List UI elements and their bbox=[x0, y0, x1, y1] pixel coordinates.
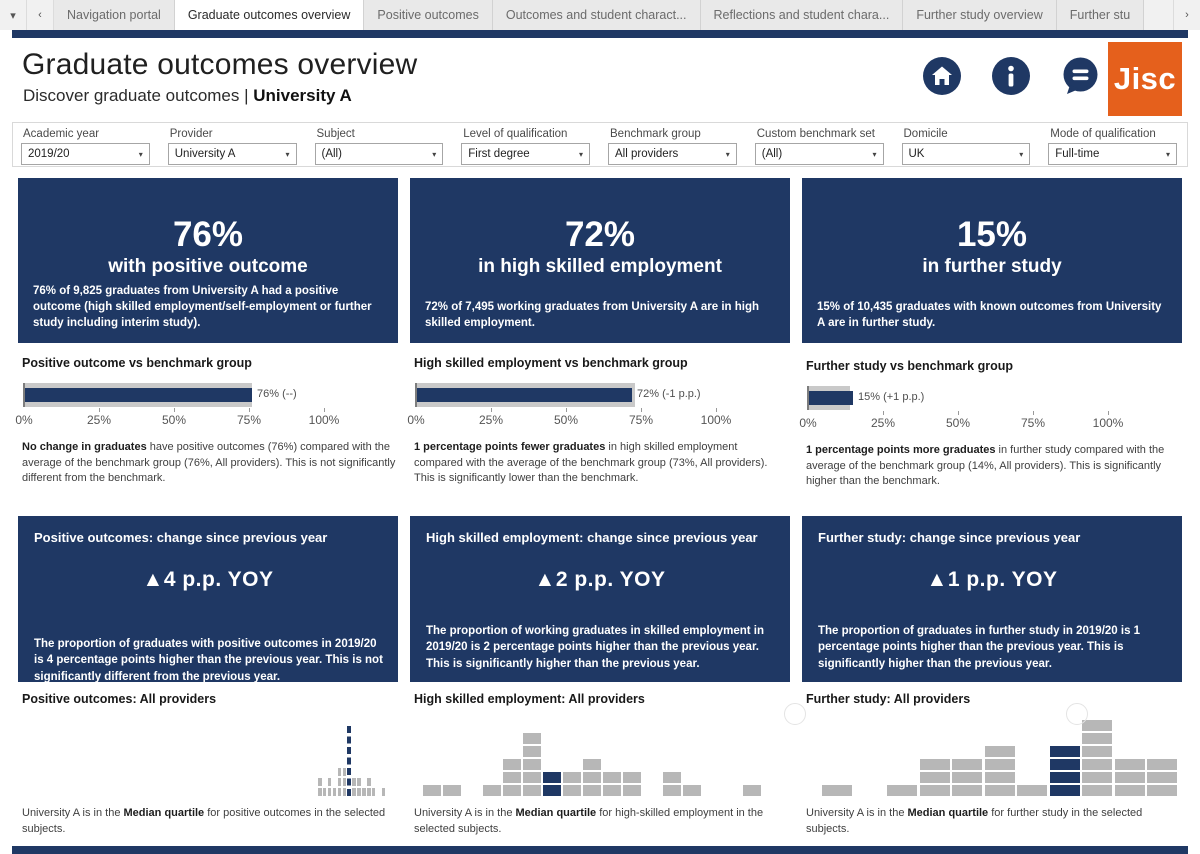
axis-tick-label: 50% bbox=[945, 416, 971, 430]
benchmark-bar-chart[interactable] bbox=[802, 385, 1182, 413]
subtitle-provider: University A bbox=[253, 86, 352, 105]
benchmark-caption: 1 percentage points fewer graduates in high skilled employment compared with the average of the benchmark group (73%, All providers). This is significantly lower than the benchmark. bbox=[414, 441, 768, 485]
kpi-label: with positive outcome bbox=[108, 256, 308, 277]
bar-value-label: 76% (--) bbox=[257, 388, 297, 400]
filter-value: Full-time bbox=[1055, 148, 1100, 160]
tab-graduate-outcomes-overview[interactable]: Graduate outcomes overview bbox=[175, 0, 365, 30]
histogram-block bbox=[563, 772, 581, 783]
histogram-block-highlighted bbox=[543, 772, 561, 783]
histogram-block bbox=[423, 785, 441, 796]
filter-mode-of-qualification bbox=[1048, 127, 1177, 165]
scroll-tabs-right-icon[interactable]: › bbox=[1173, 0, 1200, 30]
axis-tick-mark bbox=[1033, 411, 1034, 415]
change-card-positive-outcomes bbox=[18, 516, 398, 682]
change-value: ▲4 p.p. YOY bbox=[142, 568, 274, 591]
histogram-block bbox=[583, 785, 601, 796]
benchmark-bar-chart[interactable] bbox=[18, 382, 398, 410]
change-description: The proportion of graduates in further study in 2019/20 is 1 percentage points higher than the previous year. This is significantly higher than the previous year. bbox=[818, 625, 1141, 670]
histogram-block bbox=[952, 759, 982, 770]
providers-histogram[interactable] bbox=[410, 712, 790, 796]
benchmark-bar-chart[interactable] bbox=[410, 382, 790, 410]
histogram-block-highlighted bbox=[1050, 759, 1080, 770]
axis-tick-label: 0% bbox=[15, 413, 33, 427]
axis-tick-label: 0% bbox=[799, 416, 817, 430]
histogram-block bbox=[1082, 785, 1112, 796]
histogram-block bbox=[952, 772, 982, 783]
distribution-section-positive-outcomes bbox=[18, 690, 398, 845]
kpi-card-high-skilled bbox=[410, 178, 790, 343]
histogram-block bbox=[985, 746, 1015, 757]
histogram-block bbox=[563, 785, 581, 796]
histogram-caption: University A is in the Median quartile for further study in the selected subjects. bbox=[806, 807, 1143, 835]
histogram-thin-bar bbox=[352, 778, 356, 796]
histogram-block-highlighted bbox=[543, 785, 561, 796]
axis-tick-mark bbox=[641, 408, 642, 412]
value-bar[interactable] bbox=[808, 391, 853, 405]
benchmark-caption: No change in graduates have positive outcomes (76%) compared with the average of the benchmark group (76%, All providers). This is not significantly different from the benchmark. bbox=[22, 441, 396, 485]
filter-dropdown-mode-of-qualification[interactable] bbox=[1048, 143, 1177, 165]
filter-value: 2019/20 bbox=[28, 148, 70, 160]
tab-further-study-overview[interactable]: Further study overview bbox=[903, 0, 1056, 30]
kpi-value: 76% bbox=[172, 215, 244, 254]
axis-line bbox=[415, 383, 417, 407]
axis-tick-label: 50% bbox=[553, 413, 579, 427]
chevron-down-icon: ▾ bbox=[578, 149, 583, 159]
filter-benchmark-group bbox=[608, 127, 737, 165]
axis-tick-label: 75% bbox=[628, 413, 654, 427]
axis-tick-label: 100% bbox=[1092, 416, 1124, 430]
histogram-block bbox=[663, 785, 681, 796]
histogram-thin-bar bbox=[357, 778, 361, 796]
filter-dropdown-level-of-qualification[interactable] bbox=[461, 143, 590, 165]
tab-strip bbox=[54, 0, 1173, 30]
histogram-thin-bar bbox=[323, 788, 327, 796]
histogram-block bbox=[1082, 733, 1112, 744]
histogram-block bbox=[1017, 785, 1047, 796]
histogram-block bbox=[623, 785, 641, 796]
histogram-block bbox=[503, 785, 521, 796]
chevron-down-icon: ▾ bbox=[285, 149, 290, 159]
jisc-logo[interactable]: Jisc bbox=[1108, 42, 1182, 116]
histogram-thin-bar bbox=[372, 788, 376, 796]
axis-tick-label: 100% bbox=[700, 413, 732, 427]
axis-tick-mark bbox=[566, 408, 567, 412]
tab-navigation-portal[interactable]: Navigation portal bbox=[54, 0, 175, 30]
axis-line bbox=[807, 386, 809, 410]
histogram-block bbox=[1082, 720, 1112, 731]
change-value: ▲1 p.p. YOY bbox=[926, 568, 1058, 591]
kpi-description: 72% of 7,495 working graduates from University A are in high skilled employment. bbox=[425, 300, 760, 329]
top-accent-strip bbox=[12, 30, 1188, 38]
filter-value: (All) bbox=[321, 148, 342, 160]
filter-value: (All) bbox=[761, 148, 783, 160]
faded-alert-icon bbox=[1066, 703, 1088, 725]
filter-value: University A bbox=[174, 148, 236, 160]
histogram-block bbox=[1147, 772, 1177, 783]
axis-tick-mark bbox=[491, 408, 492, 412]
histogram-block bbox=[985, 785, 1015, 796]
histogram-block bbox=[1115, 785, 1145, 796]
histogram-block bbox=[743, 785, 761, 796]
benchmark-axis bbox=[799, 413, 1182, 431]
kpi-value: 15% bbox=[956, 215, 1028, 254]
dashboard-header bbox=[12, 38, 1188, 122]
filter-value: UK bbox=[908, 148, 925, 160]
benchmark-section-positive-outcome bbox=[15, 352, 398, 502]
axis-tick-label: 25% bbox=[86, 413, 112, 427]
kpi-card-positive-outcome bbox=[18, 178, 398, 343]
chevron-down-icon: ▾ bbox=[1019, 149, 1024, 159]
histogram-block-highlighted bbox=[1050, 772, 1080, 783]
chevron-down-icon: ▾ bbox=[432, 149, 437, 159]
axis-tick-mark bbox=[1108, 411, 1109, 415]
filter-provider bbox=[168, 127, 297, 165]
section-title: High skilled employment vs benchmark group bbox=[414, 356, 688, 370]
histogram-block bbox=[663, 772, 681, 783]
distribution-section-high-skilled bbox=[410, 690, 790, 845]
change-card-high-skilled bbox=[410, 516, 790, 682]
histogram-block bbox=[583, 772, 601, 783]
axis-tick-label: 25% bbox=[478, 413, 504, 427]
axis-tick-label: 25% bbox=[870, 416, 896, 430]
histogram-block bbox=[887, 785, 917, 796]
providers-histogram[interactable] bbox=[18, 712, 398, 796]
histogram-thin-bar bbox=[328, 778, 332, 796]
histogram-block bbox=[503, 772, 521, 783]
bottom-accent-strip bbox=[12, 846, 1188, 854]
filter-dropdown-provider[interactable] bbox=[168, 143, 297, 165]
histogram-block bbox=[523, 759, 541, 770]
axis-line bbox=[23, 383, 25, 407]
bar-value-label: 72% (-1 p.p.) bbox=[637, 388, 701, 400]
section-title: Further study vs benchmark group bbox=[806, 359, 1013, 373]
histogram-thin-bar bbox=[362, 788, 366, 796]
section-title: Further study: All providers bbox=[806, 692, 971, 706]
page-subtitle bbox=[23, 86, 352, 106]
filter-level-of-qualification bbox=[461, 127, 590, 165]
kpi-label: in high skilled employment bbox=[478, 256, 722, 277]
tab-outcomes-and-student-charact[interactable]: Outcomes and student charact... bbox=[493, 0, 701, 30]
section-title: Positive outcome vs benchmark group bbox=[22, 356, 252, 370]
change-card-further-study bbox=[802, 516, 1182, 682]
chevron-down-icon: ▾ bbox=[138, 149, 143, 159]
faded-alert-icon bbox=[784, 703, 806, 725]
histogram-block bbox=[1082, 772, 1112, 783]
axis-tick-mark bbox=[716, 408, 717, 412]
filter-label: Subject bbox=[316, 128, 355, 140]
filter-dropdown-subject[interactable] bbox=[315, 143, 444, 165]
histogram-thin-bar bbox=[343, 768, 347, 796]
tab-reflections-and-student-chara[interactable]: Reflections and student chara... bbox=[701, 0, 904, 30]
histogram-block bbox=[483, 785, 501, 796]
histogram-block bbox=[985, 772, 1015, 783]
histogram-block bbox=[443, 785, 461, 796]
histogram-block bbox=[523, 772, 541, 783]
axis-tick-mark bbox=[249, 408, 250, 412]
axis-tick-mark bbox=[883, 411, 884, 415]
histogram-block bbox=[822, 785, 852, 796]
axis-tick-label: 75% bbox=[236, 413, 262, 427]
feedback-chat-icon[interactable] bbox=[1060, 56, 1100, 96]
histogram-block bbox=[1115, 772, 1145, 783]
filter-label: Custom benchmark set bbox=[756, 128, 875, 140]
histogram-block bbox=[603, 772, 621, 783]
workbook-tab-bar bbox=[0, 0, 1200, 30]
histogram-block bbox=[985, 759, 1015, 770]
kpi-label: in further study bbox=[922, 256, 1062, 277]
filter-bar bbox=[12, 122, 1188, 167]
histogram-block bbox=[683, 785, 701, 796]
histogram-block bbox=[1082, 759, 1112, 770]
home-icon[interactable] bbox=[922, 56, 962, 96]
chevron-down-icon: ▾ bbox=[725, 149, 730, 159]
histogram-caption: University A is in the Median quartile for high-skilled employment in the selected subjects. bbox=[414, 807, 764, 835]
info-icon[interactable] bbox=[991, 56, 1031, 96]
benchmark-axis bbox=[407, 410, 790, 428]
histogram-block bbox=[603, 785, 621, 796]
bar-value-label: 15% (+1 p.p.) bbox=[858, 391, 925, 403]
histogram-thin-bar bbox=[382, 788, 386, 796]
axis-tick-mark bbox=[958, 411, 959, 415]
histogram-block bbox=[523, 733, 541, 744]
change-description: The proportion of graduates with positive outcomes in 2019/20 is 4 percentage points higher than the previous year. This is not significantly different from the previous year. bbox=[34, 638, 383, 682]
histogram-block bbox=[523, 746, 541, 757]
filter-custom-benchmark-set bbox=[755, 127, 884, 165]
histogram-block bbox=[1082, 746, 1112, 757]
change-value: ▲2 p.p. YOY bbox=[534, 568, 666, 591]
axis-tick-mark bbox=[324, 408, 325, 412]
kpi-card-further-study bbox=[802, 178, 1182, 343]
histogram-block bbox=[623, 772, 641, 783]
filter-label: Domicile bbox=[903, 128, 948, 140]
axis-tick-label: 50% bbox=[161, 413, 187, 427]
histogram-block bbox=[1147, 759, 1177, 770]
histogram-block bbox=[1147, 785, 1177, 796]
histogram-caption: University A is in the Median quartile for positive outcomes in the selected subjects. bbox=[22, 807, 386, 835]
providers-histogram[interactable] bbox=[802, 712, 1182, 796]
filter-dropdown-custom-benchmark-set[interactable] bbox=[755, 143, 884, 165]
histogram-thin-bar bbox=[318, 778, 322, 796]
histogram-block bbox=[952, 785, 982, 796]
histogram-block bbox=[920, 785, 950, 796]
chevron-down-icon: ▾ bbox=[1165, 149, 1170, 159]
filter-label: Benchmark group bbox=[610, 128, 701, 140]
histogram-thin-bar bbox=[367, 778, 371, 796]
change-description: The proportion of working graduates in skilled employment in 2019/20 is 2 percentage points higher than the previous year. This is significantly higher than the previous year. bbox=[426, 625, 765, 670]
change-title: Further study: change since previous year bbox=[818, 530, 1081, 545]
section-title: High skilled employment: All providers bbox=[414, 692, 645, 706]
page-title: Graduate outcomes overview bbox=[22, 48, 418, 81]
benchmark-section-high-skilled bbox=[407, 352, 790, 502]
filter-value: All providers bbox=[615, 148, 679, 160]
histogram-block bbox=[1115, 759, 1145, 770]
kpi-description: 76% of 9,825 graduates from University A had a positive outcome (high skilled employment/self-employment or further study including interim study). bbox=[33, 284, 372, 329]
subtitle-text: Discover graduate outcomes | bbox=[23, 86, 254, 105]
histogram-block bbox=[583, 759, 601, 770]
provider-position-dashed-line bbox=[347, 726, 351, 796]
axis-tick-label: 100% bbox=[308, 413, 340, 427]
histogram-thin-bar bbox=[338, 768, 342, 796]
histogram-block bbox=[503, 759, 521, 770]
scroll-tabs-left-icon[interactable]: ‹ bbox=[27, 0, 54, 30]
histogram-thin-bar bbox=[333, 788, 337, 796]
filter-academic-year bbox=[21, 127, 150, 165]
benchmark-axis bbox=[15, 410, 398, 428]
filter-label: Level of qualification bbox=[463, 128, 568, 140]
filter-label: Academic year bbox=[23, 128, 100, 140]
histogram-block-highlighted bbox=[1050, 746, 1080, 757]
kpi-description: 15% of 10,435 graduates with known outcomes from University A are in further study. bbox=[817, 300, 1162, 329]
kpi-value: 72% bbox=[564, 215, 636, 254]
distribution-section-further-study bbox=[802, 690, 1182, 845]
tab-list-dropdown-icon[interactable]: ▾ bbox=[0, 0, 27, 30]
histogram-block bbox=[523, 785, 541, 796]
filter-dropdown-academic-year[interactable] bbox=[21, 143, 150, 165]
histogram-block bbox=[920, 759, 950, 770]
tab-further-stu[interactable]: Further stu bbox=[1057, 0, 1144, 30]
axis-tick-label: 0% bbox=[407, 413, 425, 427]
filter-label: Mode of qualification bbox=[1050, 128, 1156, 140]
filter-dropdown-benchmark-group[interactable] bbox=[608, 143, 737, 165]
filter-label: Provider bbox=[169, 128, 213, 140]
axis-tick-mark bbox=[174, 408, 175, 412]
change-title: Positive outcomes: change since previous year bbox=[34, 530, 328, 545]
chevron-down-icon: ▾ bbox=[872, 149, 877, 159]
benchmark-section-further-study bbox=[799, 352, 1182, 502]
benchmark-caption: 1 percentage points more graduates in further study compared with the average of the benchmark group (14%, All providers). This is significantly higher than the benchmark. bbox=[806, 444, 1165, 488]
value-bar[interactable] bbox=[416, 388, 632, 402]
axis-tick-mark bbox=[99, 408, 100, 412]
histogram-block-highlighted bbox=[1050, 785, 1080, 796]
value-bar[interactable] bbox=[24, 388, 252, 402]
tab-positive-outcomes[interactable]: Positive outcomes bbox=[364, 0, 492, 30]
filter-dropdown-domicile[interactable] bbox=[902, 143, 1031, 165]
axis-tick-label: 75% bbox=[1020, 416, 1046, 430]
filter-value: First degree bbox=[468, 148, 530, 160]
change-title: High skilled employment: change since previous year bbox=[426, 530, 758, 545]
histogram-block bbox=[920, 772, 950, 783]
filter-subject bbox=[315, 127, 444, 165]
section-title: Positive outcomes: All providers bbox=[22, 692, 217, 706]
filter-domicile bbox=[902, 127, 1031, 165]
